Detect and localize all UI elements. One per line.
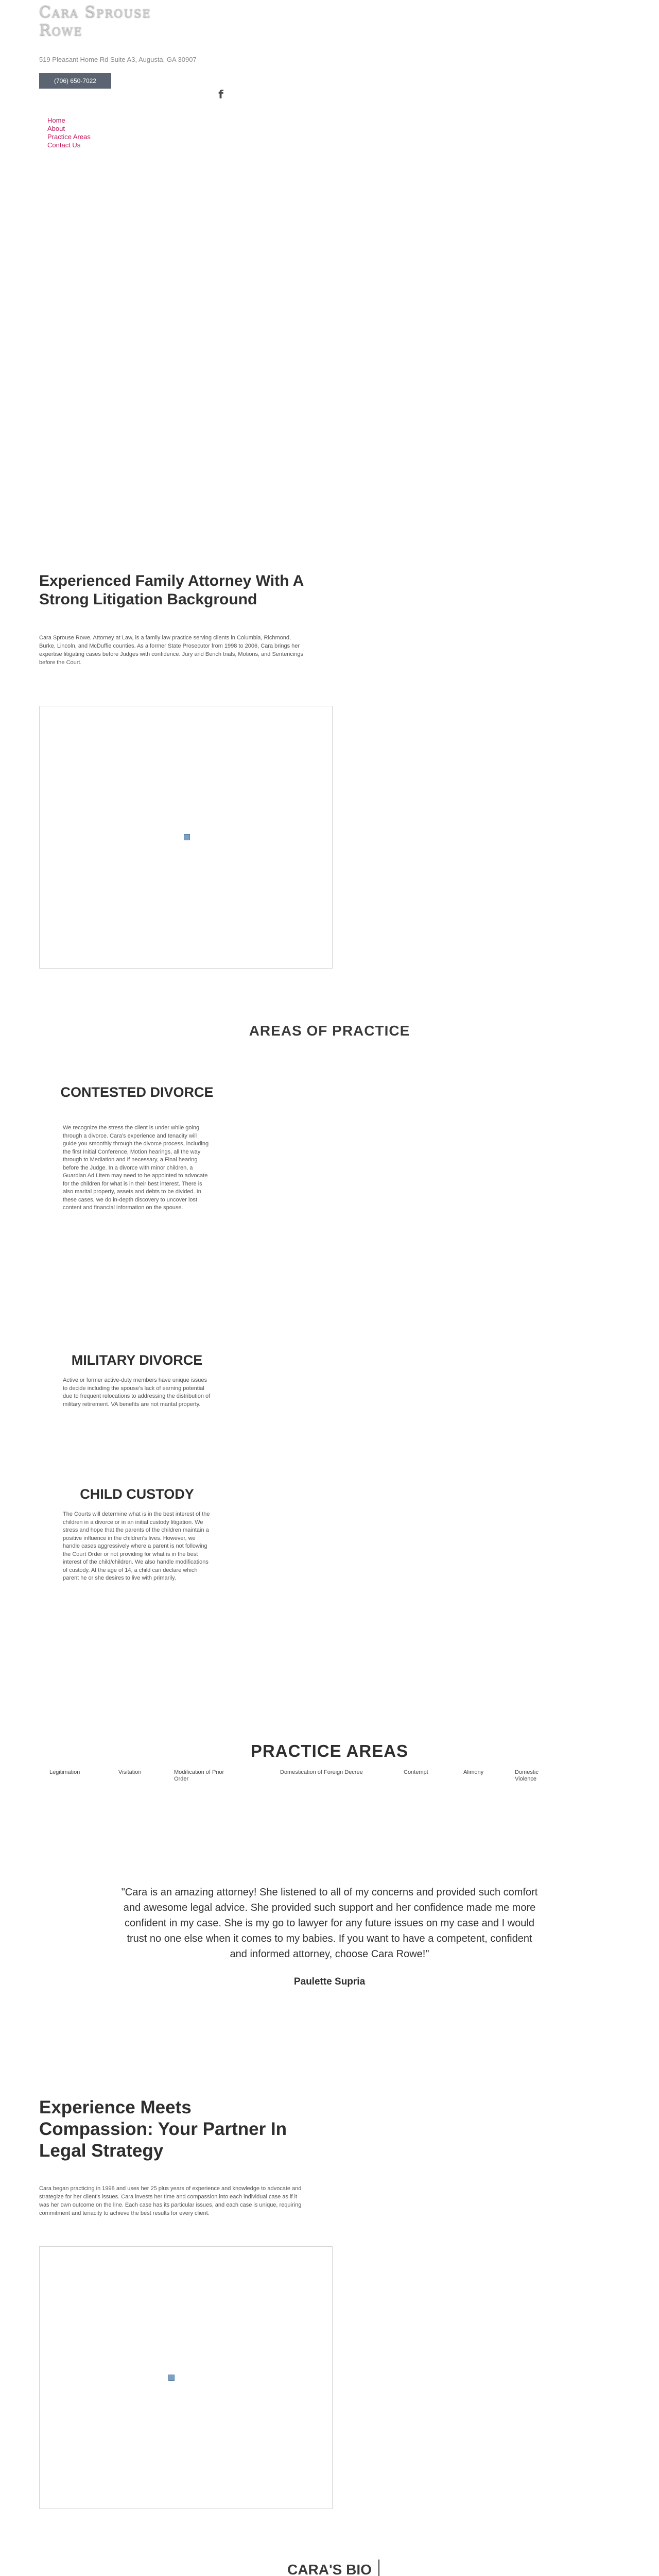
- experience-video-frame[interactable]: [39, 2246, 333, 2509]
- service-title-contested-divorce: CONTESTED DIVORCE: [60, 1084, 214, 1100]
- bio-title: CARA'S BIO: [287, 2562, 372, 2576]
- service-text-military-divorce: Active or former active-duty members have unique issues to decide including the spouse's lack of earning potential due to frequent relocations to addressing the distribution of military retirement. VA benefits are not marital property.: [63, 1377, 211, 1408]
- video-placeholder-icon: [168, 2375, 175, 2381]
- site-logo[interactable]: Cara Sprouse Rowe: [39, 3, 151, 39]
- practice-area-link[interactable]: Modification of Prior Order: [174, 1769, 224, 1782]
- service-title-child-custody: CHILD CUSTODY: [80, 1486, 194, 1502]
- hero-title: Experienced Family Attorney With A Strong Litigation Background: [39, 572, 304, 608]
- practice-area-link[interactable]: Visitation: [118, 1769, 142, 1775]
- service-text-contested-divorce: We recognize the stress the client is under while going through a divorce. Cara's experience and tenacity will guide you smoothly through the divorce process, including the first Initial Conference, Motion hearings, all the way through to Mediation and if necessary, a Final hearing before the Judge. In a divorce with minor children, a Guardian Ad Litem may need to be appointed to advocate for the children for what is in their best interest. There is also marital property, assets and debts to be divided. In these cases, we do in-depth discovery to uncover lost content and financial information on the spouse.: [63, 1125, 209, 1211]
- nav-about[interactable]: About: [47, 125, 65, 132]
- nav-practice-areas[interactable]: Practice Areas: [47, 133, 91, 141]
- practice-area-link[interactable]: Legitimation: [49, 1769, 80, 1775]
- facebook-icon[interactable]: f: [218, 89, 223, 101]
- practice-area-link[interactable]: Domestic Violence: [515, 1769, 539, 1782]
- hero-video-frame[interactable]: [39, 706, 333, 969]
- experience-text: Cara began practicing in 1998 and uses her 25 plus years of experience and knowledge to advocate and strategize for her client's issues. Cara invests her time and compassion into each individual case as if it was her own outcome on the line. Each case has its particular issues, and each case is unique, requiring commitment and tenacity to achieve the best results for every client.: [39, 2185, 302, 2216]
- main-nav: [47, 116, 91, 149]
- phone-button[interactable]: (706) 650-7022: [39, 73, 111, 89]
- practice-areas-title: PRACTICE AREAS: [250, 1741, 409, 1760]
- testimonial-quote: "Cara is an amazing attorney! She listened to all of my concerns and provided such comfort and awesome legal advice. She provided such support and her confidence made me more confident in my case. She is my go to lawyer for any future issues on my case and I would trust no one else when it comes to my babies. If you want to have a competent, confident and informed attorney, choose Cara Rowe!": [121, 1887, 538, 1960]
- areas-of-practice-title: AREAS OF PRACTICE: [249, 1023, 410, 1039]
- header-address: 519 Pleasant Home Rd Suite A3, Augusta, GA 30907: [39, 56, 197, 63]
- service-text-child-custody: The Courts will determine what is in the best interest of the children in a divorce or in an initial custody litigation. We stress and hope that the parents of the children maintain a positive influence in the children's lives. However, we handle cases aggressively where a parent is not following the Court Order or not providing for what is in the best interest of the child/children. We also handle modifications of custody. At the age of 14, a child can declare which parent he or she desires to live with primarily.: [63, 1511, 210, 1581]
- hero-text: Cara Sprouse Rowe, Attorney at Law, is a family law practice serving clients in Columbia, Richmond, Burke, Lincoln, and McDuffie counties. As a former State Prosecutor from 1998 to 2006, Cara brings her expertise litigating cases before Judges with confidence. Jury and Bench trials, Motions, and Sentencings before the Court.: [39, 635, 304, 666]
- nav-contact-us[interactable]: Contact Us: [47, 141, 81, 149]
- video-placeholder-icon: [184, 834, 190, 840]
- practice-area-link[interactable]: Alimony: [463, 1769, 484, 1775]
- nav-home[interactable]: Home: [47, 116, 65, 124]
- practice-area-link[interactable]: Contempt: [404, 1769, 428, 1775]
- service-title-military-divorce: MILITARY DIVORCE: [71, 1352, 203, 1368]
- experience-title: Experience Meets Compassion: Your Partner In Legal Strategy: [39, 2097, 287, 2161]
- practice-area-link[interactable]: Domestication of Foreign Decree: [280, 1769, 363, 1775]
- testimonial-author: Paulette Supria: [293, 1976, 366, 1987]
- text-cursor: [378, 2560, 379, 2576]
